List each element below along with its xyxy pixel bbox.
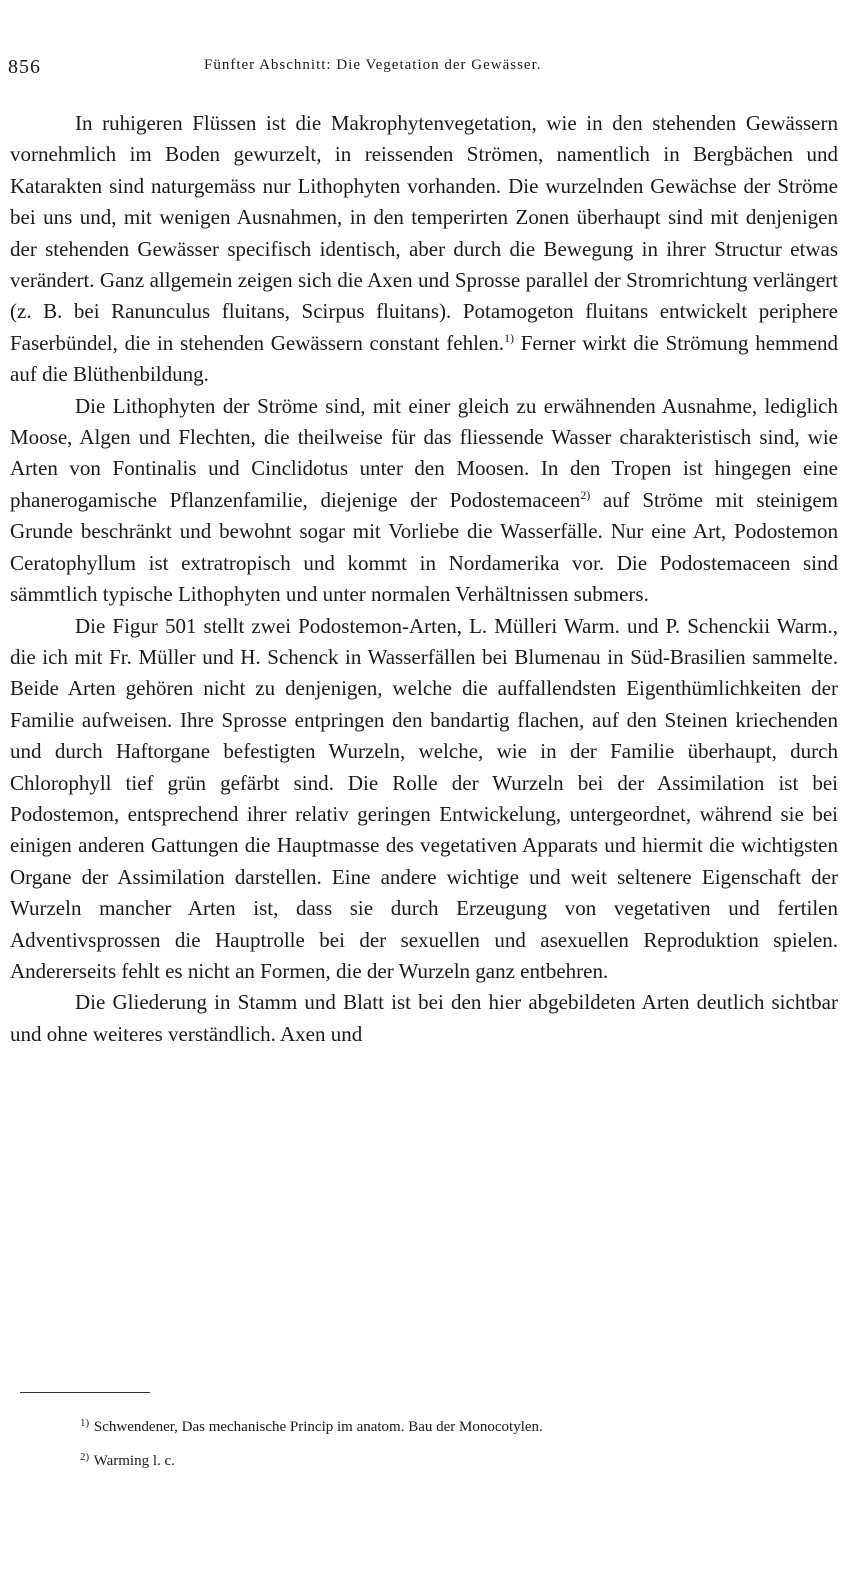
paragraph-2-text-b: auf Ströme mit steinigem Grunde beschränkt und bewohnt sogar mit Vorliebe die Wasserfälle. Nur eine Art, Podostemon Ceratophyllum ist extratropisch und kommt in Nordamerika vor. Die Podostemaceen sind sämmtlich typische Lithophyten und unter normalen Verhältnissen submers.	[10, 487, 838, 607]
paragraph-1-text-b: Ferner wirkt die Strömung hemmend auf die Blüthenbildung.	[10, 330, 838, 387]
footnote-2-text: Warming l. c.	[93, 1453, 175, 1469]
footnote-1	[80, 1408, 820, 1442]
footnote-1-mark: 1)	[80, 1417, 90, 1429]
footnote-2-mark: 2)	[80, 1451, 90, 1463]
paragraph-2	[10, 391, 838, 611]
footnote-2	[80, 1442, 820, 1476]
footnote-ref-1: 1)	[503, 330, 514, 345]
footnotes	[80, 1408, 820, 1476]
paragraph-1-text-a: In ruhigeren Flüssen ist die Makrophytenvegetation, wie in den stehenden Gewässern vornehmlich im Boden gewurzelt, in reissenden Strömen, namentlich in Bergbächen und Katarakten sind naturgemäss nur Lithophyten vorhanden. Die wurzelnden Gewächse der Ströme bei uns und, mit wenigen Ausnahmen, in den temperirten Zonen überhaupt sind mit denjenigen der stehenden Gewässer specifisch identisch, aber durch die Bewegung in ihrer Structur etwas verändert. Ganz allgemein zeigen sich die Axen und Sprosse parallel der Stromrichtung verlängert (z. B. bei Ranunculus fluitans, Scirpus fluitans). Potamogeton fluitans entwickelt periphere Faserbündel, die in stehenden Gewässern constant fehlen.	[10, 111, 838, 355]
paragraph-2-text-a: Die Lithophyten der Ströme sind, mit einer gleich zu erwähnenden Ausnahme, lediglich Moose, Algen und Flechten, die theilweise für das fliessende Wasser charakteristisch sind, wie Arten von Fontinalis und Cinclidotus unter den Moosen. In den Tropen ist hingegen eine phanerogamische Pflanzenfamilie, diejenige der Podostemaceen	[10, 393, 838, 512]
paragraph-1	[10, 108, 838, 391]
footnote-1-text: Schwendener, Das mechanische Princip im anatom. Bau der Monocotylen.	[93, 1419, 543, 1435]
paragraph-3: Die Figur 501 stellt zwei Podostemon-Arten, L. Mülleri Warm. und P. Schenckii Warm., die ich mit Fr. Müller und H. Schenck in Wasserfällen bei Blumenau in Süd-Brasilien sammelte. Beide Arten gehören nicht zu denjenigen, welche die auffallendsten Eigenthümlichkeiten der Familie aufweisen. Ihre Sprosse entpringen den bandartig flachen, auf den Steinen kriechenden und durch Haftorgane befestigten Wurzeln, welche, wie in der Familie überhaupt, durch Chlorophyll tief grün gefärbt sind. Die Rolle der Wurzeln bei der Assimilation ist bei Podostemon, entsprechend ihrer relativ geringen Entwickelung, untergeordnet, während sie bei einigen anderen Gattungen die Hauptmasse des vegetativen Apparats und hiermit die wichtigsten Organe der Assimilation darstellen. Eine andere wichtige und weit seltenere Eigenschaft der Wurzeln mancher Arten ist, dass sie durch Erzeugung von vegetativen und fertilen Adventivsprossen die Hauptrolle bei der sexuellen und asexuellen Reproduktion spielen. Andererseits fehlt es nicht an Formen, die der Wurzeln ganz entbehren.	[10, 613, 838, 983]
running-title: Fünfter Abschnitt: Die Vegetation der Gewässer.	[204, 57, 542, 73]
page-number: 856	[8, 56, 41, 78]
footnote-ref-2: 2)	[580, 487, 591, 502]
body-text	[10, 108, 838, 1050]
running-head	[8, 56, 838, 82]
footnote-divider	[20, 1392, 150, 1393]
paragraph-4: Die Gliederung in Stamm und Blatt ist bei den hier abgebildeten Arten deutlich sichtbar und ohne weiteres verständlich. Axen und	[10, 990, 838, 1046]
